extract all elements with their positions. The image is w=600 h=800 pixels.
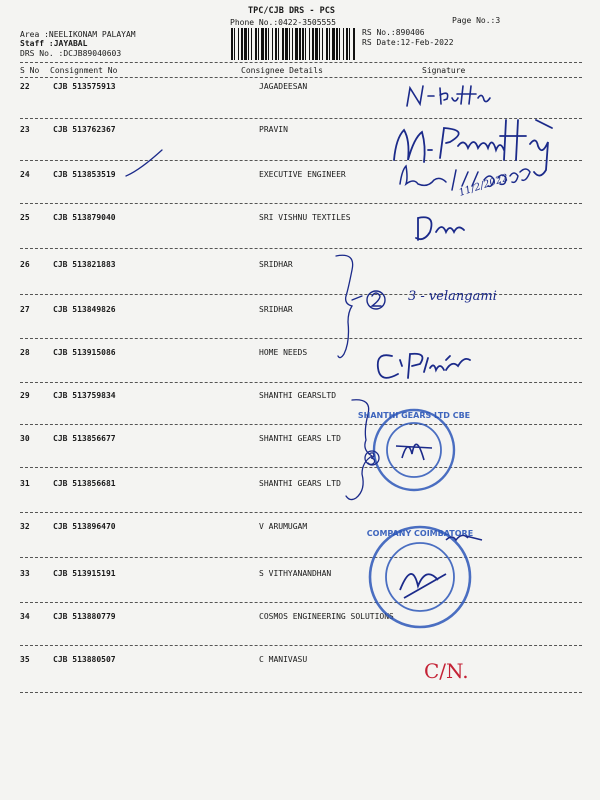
- phone-number: Phone No.:0422-3505555: [230, 18, 336, 27]
- row-sno: 33: [20, 569, 30, 578]
- signature-row-25: [416, 217, 464, 240]
- signature-row-23: [394, 120, 552, 176]
- row-consignee: V ARUMUGAM: [259, 522, 308, 531]
- shanthi-stamp-text: SHANTHI GEARS LTD CBE: [357, 411, 471, 420]
- row-consignment: CJB 513915191: [53, 569, 116, 578]
- row-consignment: CJB 513762367: [53, 125, 116, 134]
- handwritten-note-text: 3 - velangami: [408, 289, 497, 304]
- row-consignment: CJB 513880779: [53, 612, 116, 621]
- row-consignee: SHANTHI GEARS LTD: [259, 434, 341, 443]
- row-consignment: CJB 513915086: [53, 348, 116, 357]
- row-consignee: SRIDHAR: [259, 305, 293, 314]
- red-cn-text: C/N.: [424, 659, 469, 683]
- row-sno: 30: [20, 434, 30, 443]
- row-consignment: CJB 513849826: [53, 305, 116, 314]
- row-consignment: CJB 513853519: [53, 170, 116, 179]
- row-sno: 34: [20, 612, 30, 621]
- row-sno: 24: [20, 170, 30, 179]
- row-consignee: COSMOS ENGINEERING SOLUTIONS: [259, 612, 394, 621]
- row-consignee: EXECUTIVE ENGINEER: [259, 170, 346, 179]
- area-field: Area :NEELIKONAM PALAYAM: [20, 30, 136, 39]
- row-sno: 31: [20, 479, 30, 488]
- signature-row-28: [378, 354, 470, 378]
- row-consignee: PRAVIN: [259, 125, 288, 134]
- rs-number: RS No.:890406: [362, 28, 425, 37]
- row-sno: 29: [20, 391, 30, 400]
- shanthi-gears-stamp: [358, 410, 470, 490]
- row-consignee: SRIDHAR: [259, 260, 293, 269]
- row-sno: 25: [20, 213, 30, 222]
- row-consignment: CJB 513856677: [53, 434, 116, 443]
- row-consignment: CJB 513879040: [53, 213, 116, 222]
- row-consignee: HOME NEEDS: [259, 348, 308, 357]
- row-consignment: CJB 513896470: [53, 522, 116, 531]
- row-sno: 23: [20, 125, 30, 134]
- red-cn-mark: [424, 659, 469, 683]
- handwritten-note-row-26-27: [408, 289, 497, 304]
- row-consignment: CJB 513880507: [53, 655, 116, 664]
- row-consignment: CJB 513575913: [53, 82, 116, 91]
- staff-field: Staff :JAYABAL: [20, 39, 88, 48]
- drs-number: DRS No. :DCJB89040603: [20, 49, 122, 58]
- row-sno: 27: [20, 305, 30, 314]
- row-consignee: SHANTHI GEARSLTD: [259, 391, 337, 400]
- col-header-sno: S No: [20, 66, 40, 75]
- row-consignee: S VITHYANANDHAN: [259, 569, 332, 578]
- row-consignee: C MANIVASU: [259, 655, 308, 664]
- company-stamp-text: COMPANY COIMBATORE: [366, 529, 474, 538]
- col-header-signature: Signature: [422, 66, 466, 75]
- row-sno: 22: [20, 82, 30, 91]
- brace-mark-rows-26-28: [336, 255, 362, 357]
- circled-two-mark: [367, 291, 385, 309]
- row-consignee: JAGADEESAN: [259, 82, 308, 91]
- company-round-stamp: [367, 527, 482, 627]
- page-number: Page No.:3: [452, 16, 501, 25]
- circled-three-mark: [365, 451, 379, 465]
- pen-mark-row-24: [126, 150, 162, 176]
- row-consignment: CJB 513856681: [53, 479, 116, 488]
- col-header-details: Consignee Details: [241, 66, 323, 75]
- row-consignment: CJB 513821883: [53, 260, 116, 269]
- row-consignment: CJB 513759834: [53, 391, 116, 400]
- row-consignee: SRI VISHNU TEXTILES: [259, 213, 351, 222]
- row-sno: 32: [20, 522, 30, 531]
- sheet-title: TPC/CJB DRS - PCS: [248, 6, 335, 16]
- signature-row-22: [407, 86, 490, 106]
- row-consignee: SHANTHI GEARS LTD: [259, 479, 341, 488]
- row-sno: 28: [20, 348, 30, 357]
- rs-date: RS Date:12-Feb-2022: [362, 38, 454, 47]
- row-sno: 26: [20, 260, 30, 269]
- handwritten-date-text: 11/2/2022: [457, 172, 510, 199]
- col-header-consignment: Consignment No: [50, 66, 118, 75]
- row-sno: 35: [20, 655, 30, 664]
